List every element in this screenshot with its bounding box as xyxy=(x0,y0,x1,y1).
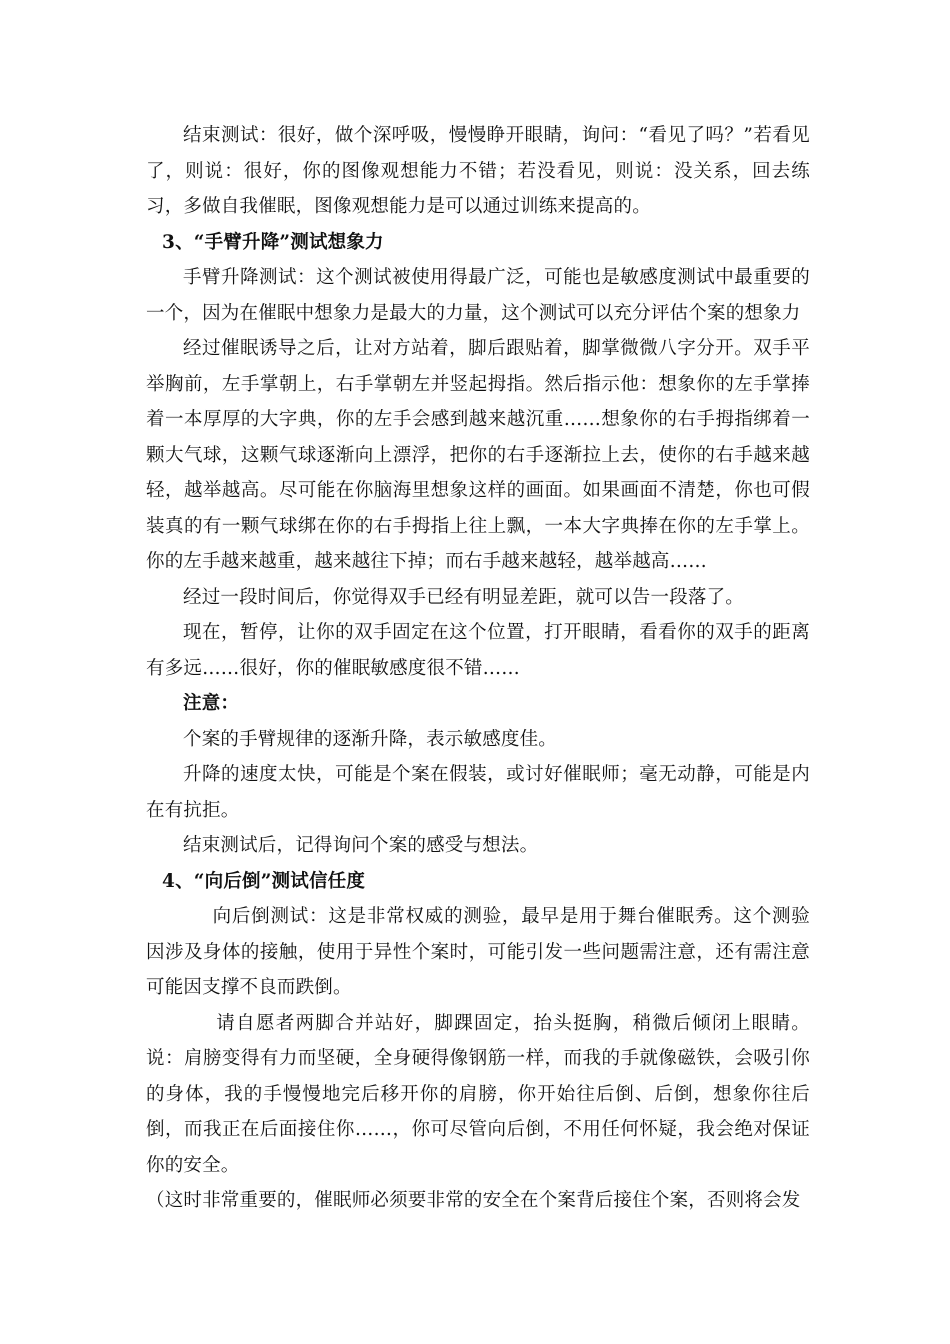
document-body xyxy=(146,118,810,1219)
section-heading-fall-test: 4、“向后倒”测试信任度 xyxy=(162,870,366,892)
paragraph-arm-test-wait: 经过一段时间后，你觉得双手已经有明显差距，就可以告一段落了。 xyxy=(183,586,745,608)
section-heading-arm-test: 3、“手臂升降”测试想象力 xyxy=(162,231,384,253)
note-heading: 注意： xyxy=(183,693,240,714)
paragraph-arm-test-procedure: 经过催眠诱导之后，让对方站着，脚后跟贴着，脚掌微微八字分开。双手平举胸前，左手掌朝上，右手掌朝左并竖起拇指。然后指示他：想象你的左手掌捧着一本厚厚的大字典，你的左手会感到越来越沉重……想象你的右手拇指绑着一颗大气球，这颗气球逐渐向上漂浮，把你的右手逐渐拉上去，使你的右手越来越轻，越举越高。尽可能在你脑海里想象这样的画面。如果画面不清楚，你也可假装真的有一颗气球绑在你的右手拇指上往上飘，一本大字典捧在你的左手掌上。你的左手越来越重，越来越往下掉；而右手越来越轻，越举越高…… xyxy=(146,338,810,572)
paragraph-end-test: 结束测试：很好，做个深呼吸，慢慢睁开眼睛，询问：“看见了吗？”若看见了，则说：很好，你的图像观想能力不错；若没看见，则说：没关系，回去练习，多做自我催眠，图像观想能力是可以通过训练来提高的。 xyxy=(146,125,810,217)
paragraph-fall-test-intro: 向后倒测试：这是非常权威的测验，最早是用于舞台催眠秀。这个测验因涉及身体的接触，使用于异性个案时，可能引发一些问题需注意，还有需注意可能因支撑不良而跌倒。 xyxy=(146,906,810,998)
note-item-speed: 升降的速度太快，可能是个案在假装，或讨好催眠师；毫无动静，可能是内在有抗拒。 xyxy=(146,764,810,821)
note-item-good: 个案的手臂规律的逐渐升降，表示敏感度佳。 xyxy=(183,728,558,750)
note-item-end: 结束测试后，记得询问个案的感受与想法。 xyxy=(183,835,539,856)
paragraph-arm-test-pause: 现在，暂停，让你的双手固定在这个位置，打开眼睛，看看你的双手的距离有多远……很好，你的催眠敏感度很不错…… xyxy=(146,622,810,679)
paragraph-fall-test-procedure: 请自愿者两脚合并站好，脚踝固定，抬头挺胸，稍微后倾闭上眼睛。说：肩膀变得有力而坚硬，全身硬得像钢筋一样，而我的手就像磁铁，会吸引你的身体，我的手慢慢地完后移开你的肩膀，你开始往后倒、后倒，想象你往后倒，而我正在后面接住你……，你可尽管向后倒，不用任何怀疑，我会绝对保证你的安全。 xyxy=(146,1012,810,1176)
paragraph-arm-test-intro: 手臂升降测试：这个测试被使用得最广泛，可能也是敏感度测试中最重要的一个，因为在催眠中想象力是最大的力量，这个测试可以充分评估个案的想象力 xyxy=(146,267,810,324)
paragraph-fall-test-caution: （这时非常重要的，催眠师必须要非常的安全在个案背后接住个案，否则将会发 xyxy=(146,1190,801,1211)
